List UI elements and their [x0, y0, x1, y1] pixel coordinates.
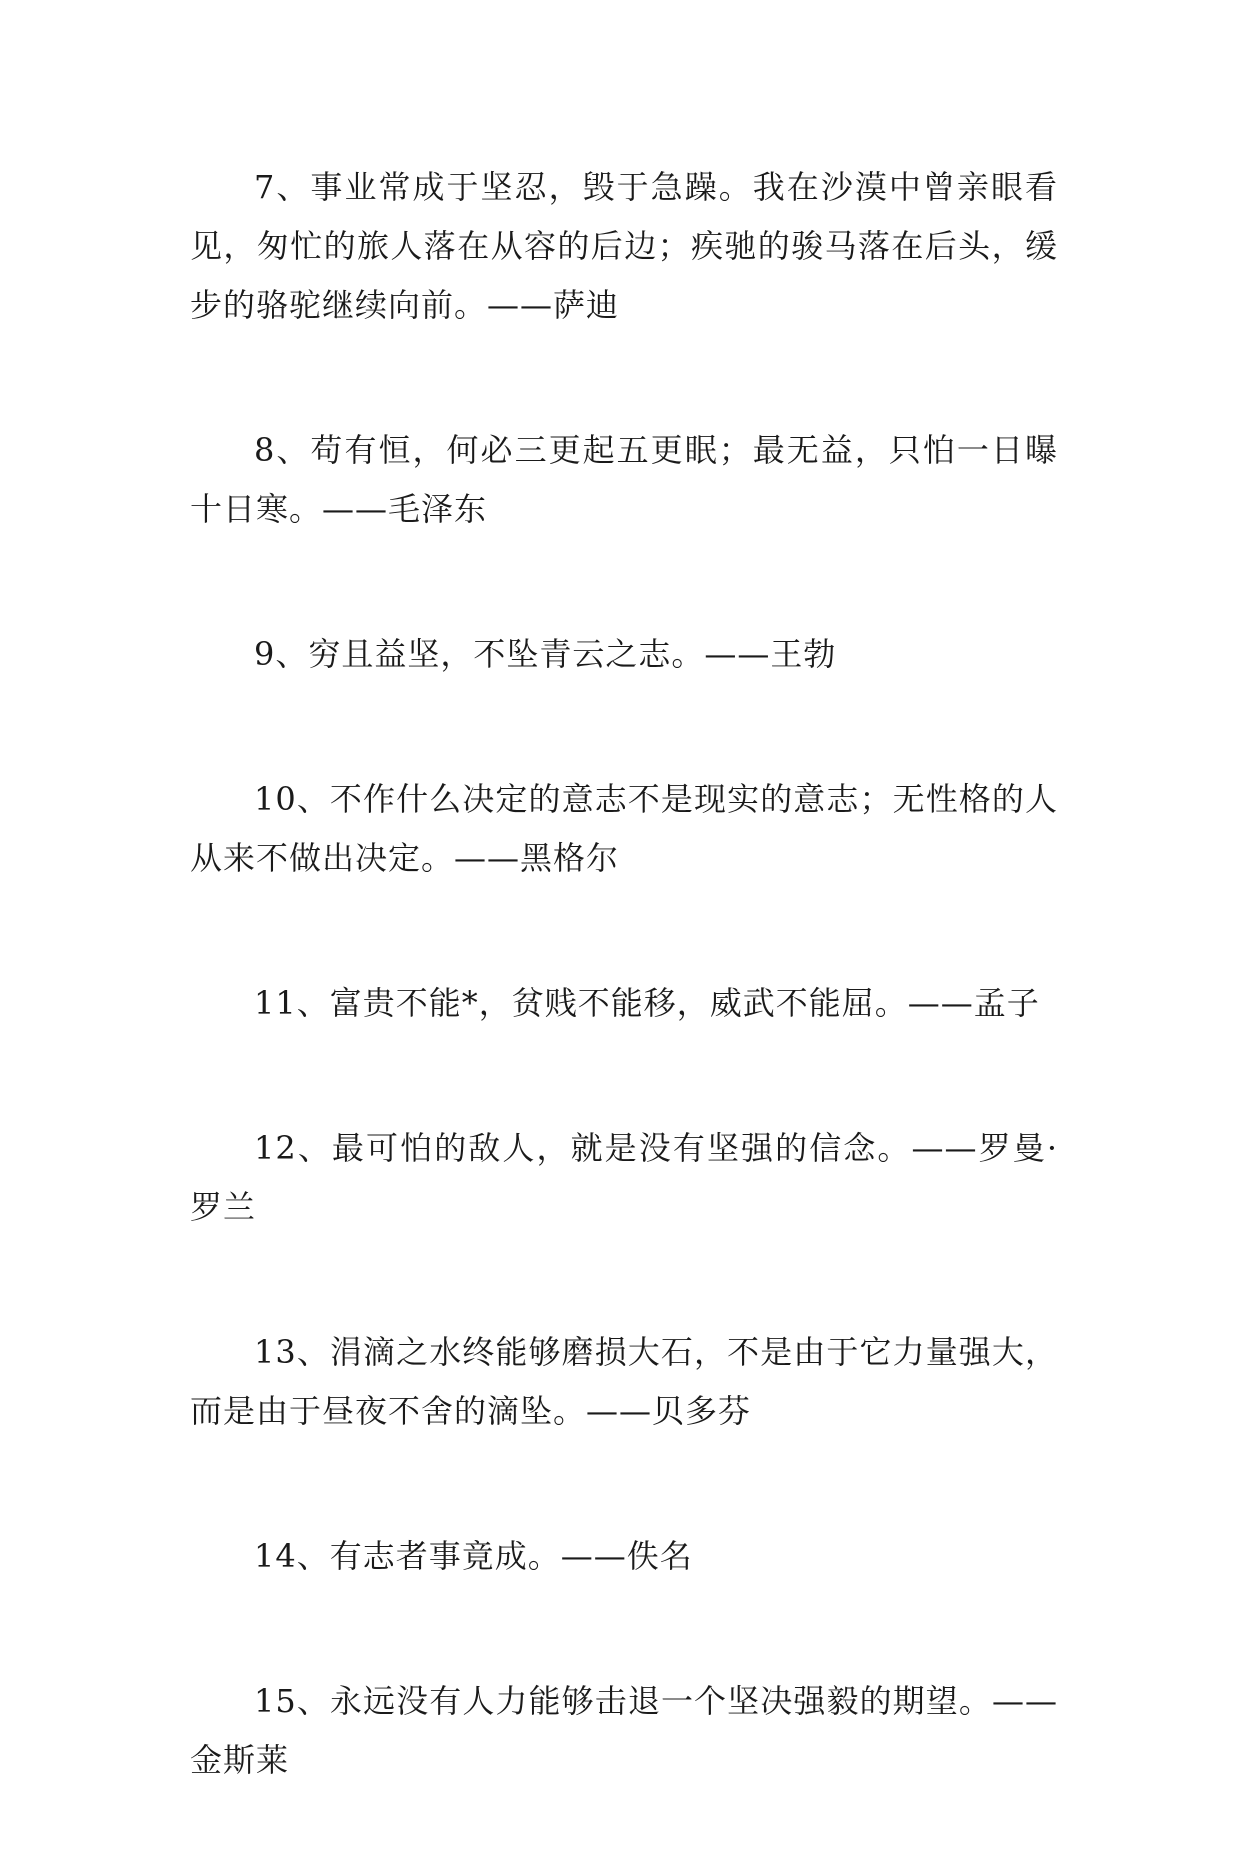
quote-item: 15、永远没有人力能够击退一个坚决强毅的期望。——金斯莱: [190, 1682, 1058, 1779]
quote-list: [190, 158, 1058, 1876]
quote-item: 11、富贵不能*，贫贱不能移，威武不能屈。——孟子: [254, 984, 1040, 1022]
quote-item: 12、最可怕的敌人，就是没有坚强的信念。——罗曼·罗兰: [190, 1129, 1058, 1226]
quote-item: 14、有志者事竟成。——佚名: [254, 1537, 693, 1575]
quote-item: 13、涓滴之水终能够磨损大石，不是由于它力量强大，而是由于昼夜不舍的滴坠。——贝多芬: [190, 1333, 1058, 1430]
quote-item: 7、事业常成于坚忍，毁于急躁。我在沙漠中曾亲眼看见，匆忙的旅人落在从容的后边；疾驰的骏马落在后头，缓步的骆驼继续向前。——萨迪: [190, 168, 1058, 324]
quote-item: 9、穷且益坚，不坠青云之志。——王勃: [254, 635, 837, 673]
quote-item: 10、不作什么决定的意志不是现实的意志；无性格的人从来不做出决定。——黑格尔: [190, 780, 1058, 877]
quote-item: 8、苟有恒，何必三更起五更眠；最无益，只怕一日曝十日寒。——毛泽东: [190, 431, 1058, 528]
